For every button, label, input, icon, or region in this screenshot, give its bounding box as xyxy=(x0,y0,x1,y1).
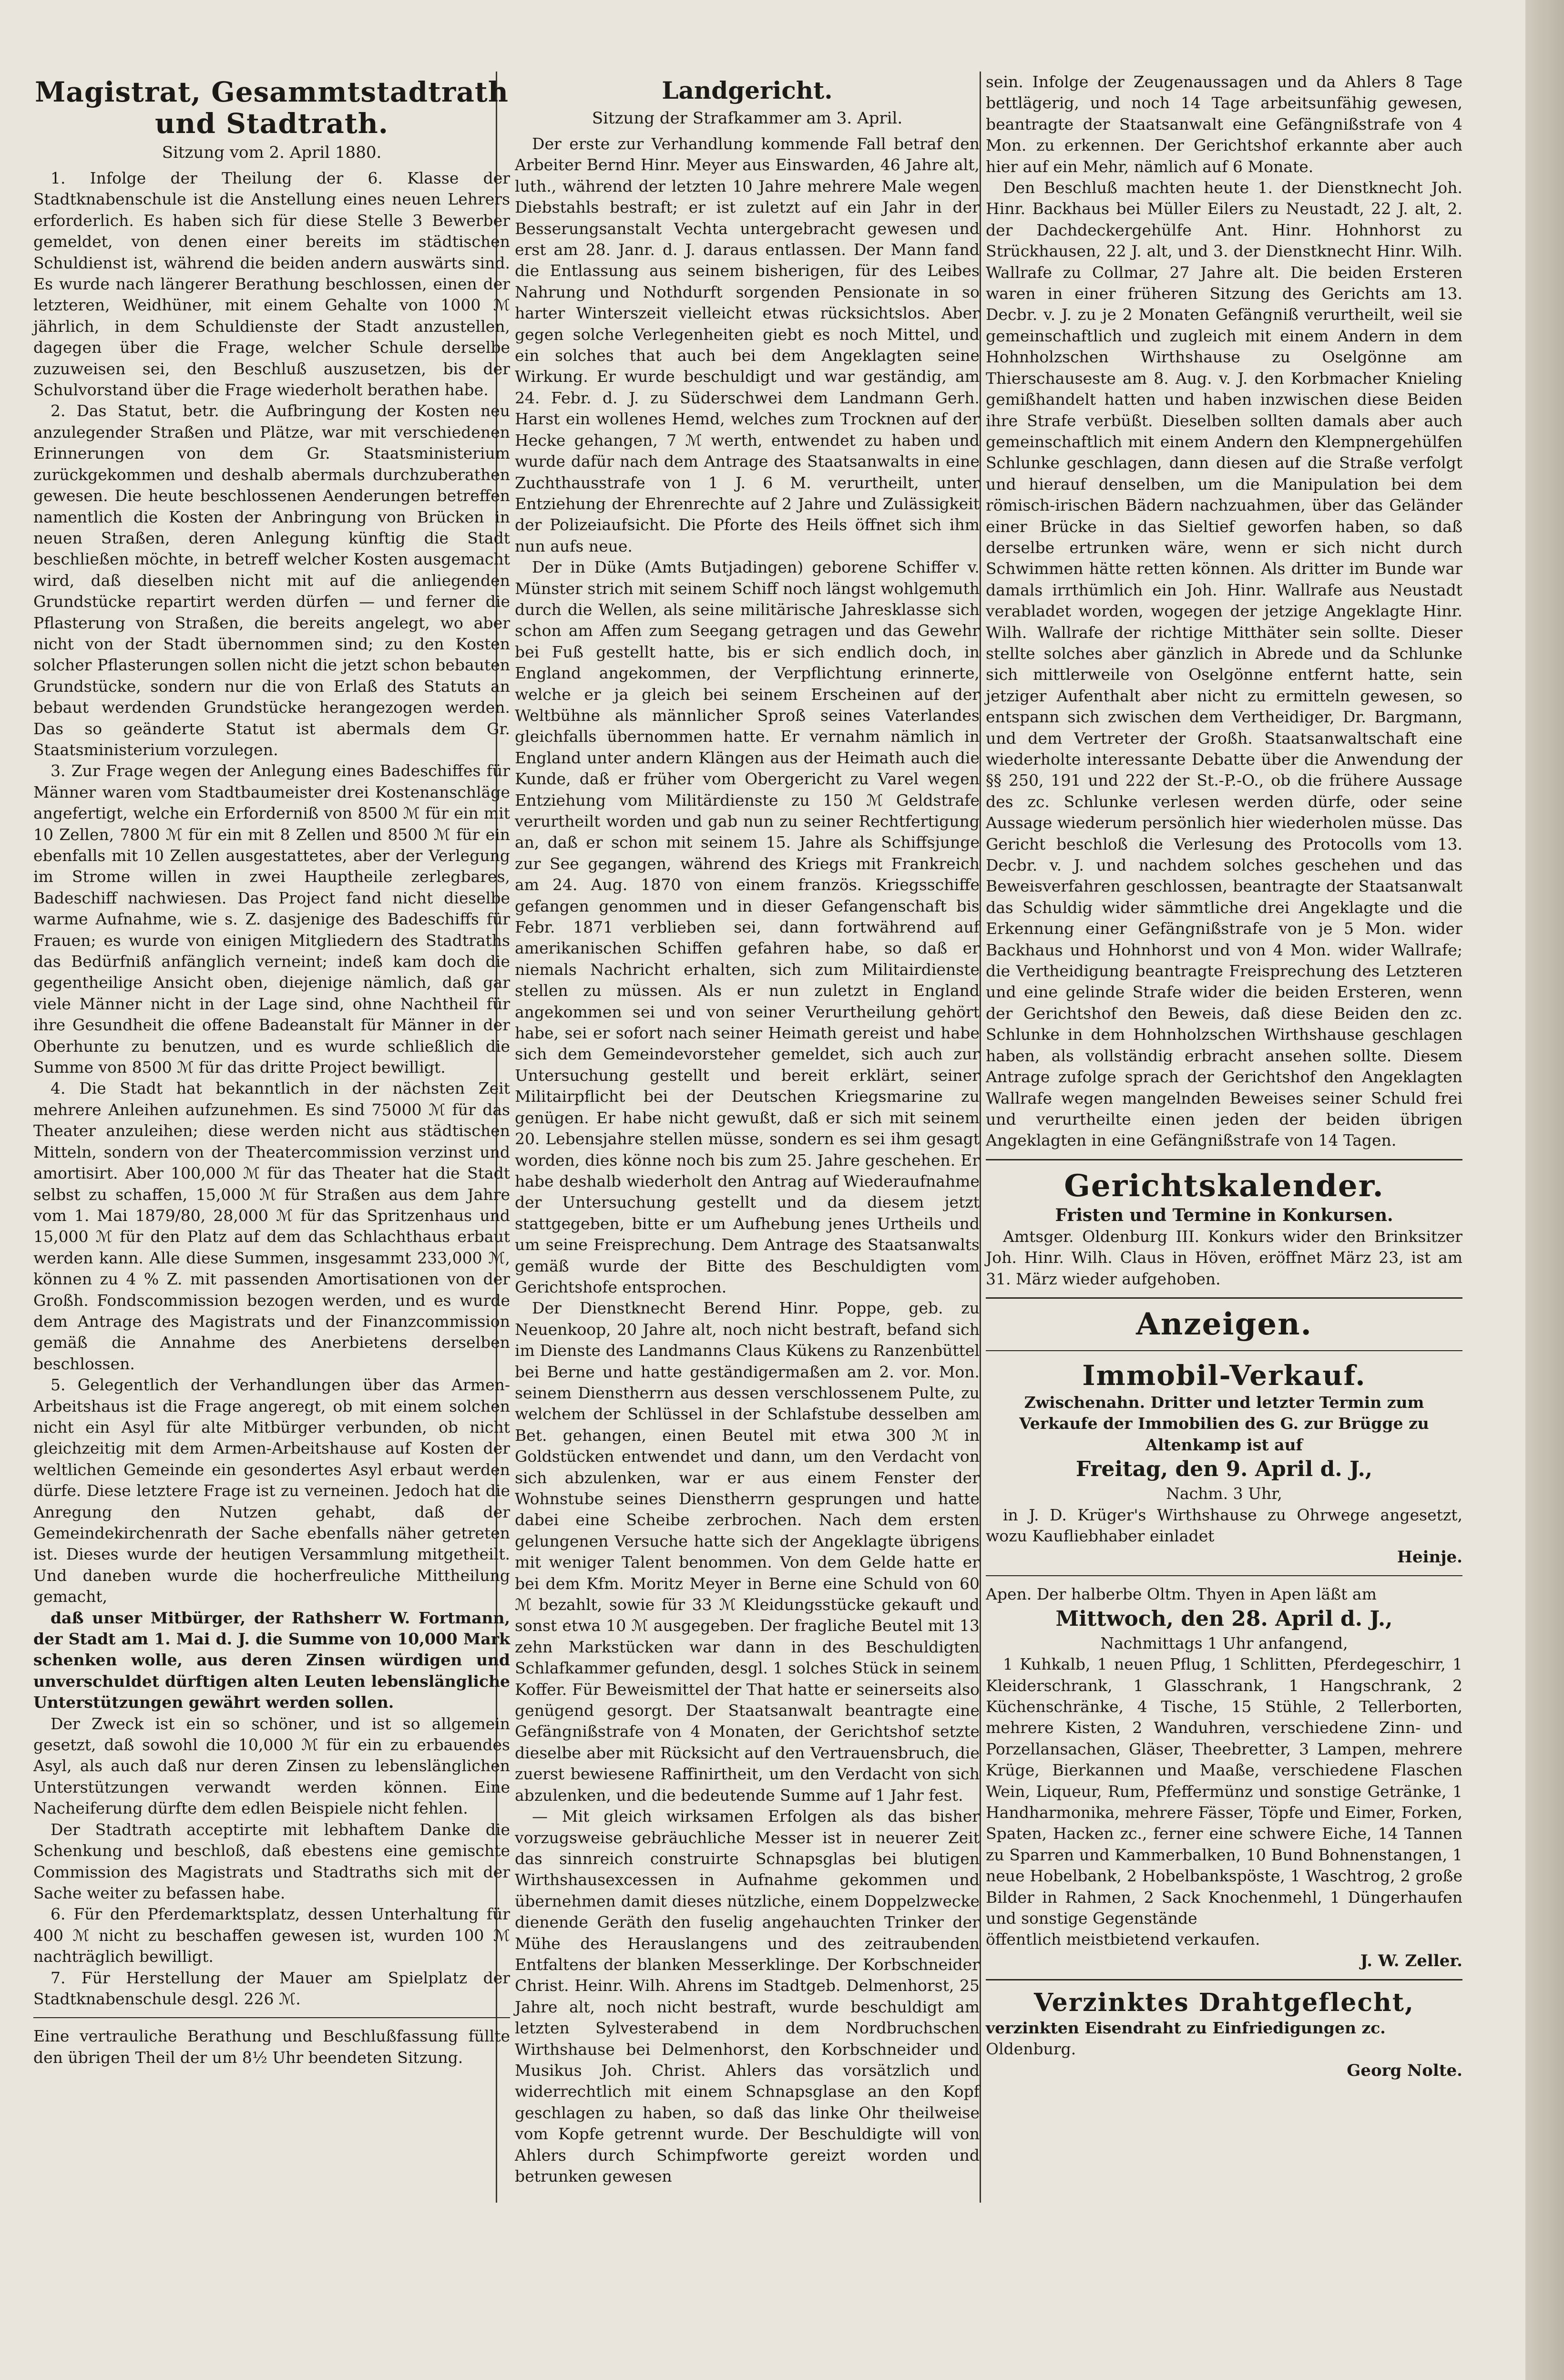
paragraph: Den Beschluß machten heute 1. der Dienstknecht Joh. Hinr. Backhaus bei Müller Eilers zu Neustadt, 22 J. alt, 2. der Dachdeckergehülfe Ant. Hinr. Hohnhorst zu Strückhausen, 22 J. alt, und 3. der Dienstknecht Hinr. Wilh. Wallrafe zu Collmar, 27 Jahre alt. Die beiden Ersteren waren in einer früheren Sitzung des Gerichts am 13. Decbr. v. J. zu je 2 Monaten Gefängniß verurtheilt, weil sie gemeinschaftlich und zugleich mit einem Andern in dem Hohnholzschen Wirthshause zu Oselgönne am Thierschauseste am 8. Aug. v. J. den Korbmacher Knieling gemißhandelt hatten und haben inzwischen diese Beiden ihre Strafe verbüßt. Dieselben sollten damals aber auch gemeinschaftlich mit einem Andern den Klempnergehülfen Schlunke geschlagen, dann diesen auf die Straße verfolgt und hierauf denselben, um die Manipulation bei dem römisch-irischen Bädern nachzuahmen, über das Geländer einer Brücke in das Sieltief geworfen haben, so daß derselbe ertrunken wäre, wenn er sich nicht durch Schwimmen hätte retten können. Als dritter im Bunde war damals irrthümlich ein Joh. Hinr. Wallrafe aus Neustadt verabladet worden, wogegen der jetzige Angeklagte Hinr. Wilh. Wallrafe der richtige Mitthäter sein sollte. Dieser stellte solches aber gänzlich in Abrede und da Schlunke sich mittlerweile von Oselgönne entfernt hatte, sein jetziger Aufenthalt aber nicht zu ermitteln gewesen, so entspann sich zwischen dem Vertheidiger, Dr. Bargmann, und dem Vertreter der Großh. Staatsanwaltschaft eine wiederholte interessante Debatte über die Anwendung der §§ 250, 191 und 222 der St.-P.-O., ob die frühere Aussage des zc. Schlunke verlesen werden dürfe, oder seine Aussage wiederum persönlich hier wiederholen müsse. Das Gericht beschloß die Verlesung des Protocolls vom 13. Decbr. v. J. und nachdem solches geschehen und das Beweisverfahren geschlossen, beantragte der Staatsanwalt das Schuldig wider sämmtliche drei Angeklagte und die Erkennung einer Gefängnißstrafe von je 5 Mon. wider Backhaus und Hohnhorst und von 4 Mon. wider Wallrafe; die Vertheidigung beantragte Freisprechung des Letzteren und eine gelinde Strafe wider die beiden Ersteren, wenn der Gerichtshof den Beweis, daß diese Beiden den zc. Schlunke in dem Hohnholzschen Wirthshause geschlagen haben, als vollständig erbracht ansehen sollte. Diesem Antrage zufolge sprach der Gerichtshof den Angeklagten Wallrafe wegen mangelnden Beweises seiner Schuld frei und verurtheilte einen jeden der beiden übrigen Angeklagten in eine Gefängnißstrafe von 14 Tagen. xyxy=(986,178,1462,1150)
ad-text: 1 Kuhkalb, 1 neuen Pflug, 1 Schlitten, Pferdegeschirr, 1 Kleiderschrank, 1 Glasschrank, 1 Hangschrank, 2 Küchenschränke, 4 Tische, 15 Stühle, 2 Tellerborten, mehrere Kisten, 2 Wanduhren, verschiedene Zinn- und Porzellansachen, Gläser, Theebretter, 3 Lampen, mehrere Krüge, Bierkannen und Maaße, verschiedene Flaschen Wein, Liqueur, Rum, Pfeffermünz und sonstige Getränke, 1 Handharmonika, mehrere Fässer, Töpfe und Eimer, Forken, Spaten, Hacken zc., ferner eine schwere Eiche, 14 Tannen zu Sparren und Kammerbalken, 10 Bund Bohnenstangen, 1 neue Hobelbank, 2 Hobelbankspöste, 1 Waschtrog, 2 große Bilder in Rahmen, 2 Sack Knochenmehl, 1 Düngerhaufen und sonstige Gegenstände xyxy=(986,1655,1462,1928)
paragraph: sein. Infolge der Zeugenaussagen und da Ahlers 8 Tage bettlägerig, und noch 14 Tage arbeitsunfähig gewesen, beantragte der Staatsanwalt eine Gefängnißstrafe von 4 Mon. zu erkennen. Der Gerichtshof erkannte aber auch hier auf ein Mehr, nämlich auf 6 Monate. xyxy=(986,72,1462,176)
page-edge xyxy=(1525,0,1564,2380)
column-rule xyxy=(980,72,981,2203)
ad-signature: Georg Nolte. xyxy=(1347,2061,1462,2080)
divider xyxy=(986,1159,1462,1160)
donation-paragraph: daß unser Mitbürger, der Rathsherr W. Fortmann, der Stadt am 1. Mai d. J. die Summe von 10,000 Mark schenken wolle, aus deren Zinsen würdigen und unverschuldet dürftigen alten Leuten lebenslängliche Unterstützungen gewährt werden sollen. xyxy=(33,1608,510,1712)
ad-place: Oldenburg. xyxy=(986,2040,1076,2059)
ad-signature: J. W. Zeller. xyxy=(1360,1951,1462,1970)
ad-text: in J. D. Krüger's Wirthshause zu Ohrwege angesetzt, wozu Kaufliebhaber einladet xyxy=(986,1505,1462,1545)
divider xyxy=(986,1979,1462,1980)
closing-note: Eine vertrauliche Berathung und Beschlußfassung füllte den übrigen Theil der um 8½ Uhr beendeten Sitzung. xyxy=(33,2027,510,2067)
ad-drahtgeflecht xyxy=(986,1988,1462,2081)
section-title-anzeigen: Anzeigen. xyxy=(1136,1306,1312,1342)
gerichtskalender-subtitle: Fristen und Termine in Konkursen. xyxy=(1055,1205,1393,1225)
gerichtskalender-entry: Amtsger. Oldenburg III. Konkurs wider den Brinksitzer Joh. Hinr. Wilh. Claus in Höven, eröffnet März 23, ist am 31. März wieder aufgehoben. xyxy=(986,1227,1462,1288)
paragraph: Der erste zur Verhandlung kommende Fall betraf den Arbeiter Bernd Hinr. Meyer aus Einswarden, 46 Jahre alt, luth., während der letzten 10 Jahre mehrere Male wegen Diebstahls bestraft; er ist zuletzt auf ein Jahr in der Besserungsanstalt Vechta untergebracht gewesen und erst am 28. Janr. d. J. daraus entlassen. Der Mann fand die Entlassung aus seinem bisherigen, für des Leibes Nahrung und Nothdurft sorgenden Pensionate in so harter Winterszeit vielleicht etwas rücksichtslos. Aber gegen solche Verlegenheiten giebt es noch Mittel, und ein solches that auch bei dem Angeklagten seine Wirkung. Er wurde beschuldigt und war geständig, am 24. Febr. d. J. zu Süderschwei dem Landmann Gerh. Harst ein wollenes Hemd, welches zum Trocknen auf der Hecke gehangen, 7 ℳ werth, entwendet zu haben und wurde dafür nach dem Antrage des Staatsanwalts in eine Zuchthausstrafe von 1 J. 6 M. verurtheilt, unter Entziehung der Ehrenrechte auf 2 Jahre und Zulässigkeit der Polizeiaufsicht. Die Pforte des Heils öffnet sich ihm nun aufs neue. xyxy=(515,134,980,555)
ad-title: Verzinktes Drahtgeflecht, xyxy=(1034,1988,1414,2017)
ad-text: verzinkten Eisendraht zu Einfriedigungen zc. xyxy=(986,2018,1386,2037)
section-title-magistrat: Magistrat, Gesammtstadtrath und Stadtrath. xyxy=(35,76,509,140)
ad-date: Mittwoch, den 28. April d. J., xyxy=(1055,1606,1393,1631)
paragraph: — Mit gleich wirksamen Erfolgen als das bisher vorzugsweise gebräuchliche Messer ist in neuerer Zeit das sinnreich construirte Schnapsglas bei blutigen Wirthshausexcessen in Aufnahme gekommen und übernehmen damit dieses nützliche, einem Doppelzwecke dienende Geräth den fuselig angehauchten Trinker der Mühe des Herauslangens und des zeitraubenden Entfaltens der blanken Messerklinge. Der Korbschneider Christ. Heinr. Wilh. Ahrens im Stadtgeb. Delmenhorst, 25 Jahre alt, noch nicht bestraft, wurde beschuldigt am letzten Sylvesterabend in dem Nordbruchschen Wirthshause bei Delmenhorst, den Korbschneider und Musikus Joh. Christ. Ahlers das vorsätzlich und widerrechtlich mit einem Schnapsglase an den Kopf geschlagen zu haben, so daß das linke Ohr theilweise vom Kopfe getrennt wurde. Der Beschuldigte will von Ahlers durch Schimpfworte gereizt worden und betrunken gewesen xyxy=(515,1807,980,2185)
column-right xyxy=(986,72,1462,2081)
paragraph: Der in Düke (Amts Butjadingen) geborene Schiffer v. Münster strich mit seinem Schiff noch längst wohlgemuth durch die Wellen, als seine militärische Jahresklasse sich schon am Affen zum Seegang getragen und das Gewehr bei Fuß gestellt hatte, bis er sich endlich doch, in England angekommen, der Verpflichtung erinnerte, welche er ja gleich bei seinem Erscheinen auf der Weltbühne als männlicher Sproß seines Vaterlandes gleichfalls übernommen hatte. Er vernahm nämlich in England unter andern Klängen aus der Heimath auch die Kunde, daß er früher vom Obergericht zu Varel wegen Entziehung vom Militärdienste zu 150 ℳ Geldstrafe verurtheilt worden und gab nun zu seiner Rechtfertigung an, daß er schon mit seinem 15. Jahre als Schiffsjunge zur See gegangen, während des Kriegs mit Frankreich am 24. Aug. 1870 von einem französ. Kriegsschiffe gefangen genommen und in dieser Gefangenschaft bis Febr. 1871 verblieben sei, dann fortwährend auf amerikanischen Schiffen gefahren habe, so daß er niemals Nachricht erhalten, sich zum Militairdienste stellen zu müssen. Als er nun zuletzt in England angekommen sei und von seiner Verurtheilung gehört habe, sei er sofort nach seiner Heimath gereist und habe sich dem Gemeindevorsteher gemeldet, sich auch zur Untersuchung gestellt und bereit erklärt, seiner Militairpflicht bei der Deutschen Kriegsmarine zu genügen. Er habe nicht gewußt, daß er sich mit seinem 20. Lebensjahre stellen müsse, sondern es sei ihm gesagt worden, dies könne noch bis zum 25. Jahre geschehen. Er habe deshalb wiederholt den Antrag auf Wiederaufnahme der Untersuchung gestellt und da diesem jetzt stattgegeben, bitte er um Aufhebung jenes Urtheils und um seine Freisprechung. Dem Antrage des Staatsanwalts gemäß wurde der Bitte des Beschuldigten vom Gerichtshofe entsprochen. xyxy=(515,558,980,1296)
paragraph: 6. Für den Pferdemarktsplatz, dessen Unterhaltung für 400 ℳ nicht zu beschaffen gewesen ist, wurden 100 ℳ nachträglich bewilligt. xyxy=(33,1905,510,1966)
paragraph: 3. Zur Frage wegen der Anlegung eines Badeschiffes für Männer waren vom Stadtbaumeister drei Kostenanschläge angefertigt, welche ein Erforderniß von 8500 ℳ für ein mit 10 Zellen, 7800 ℳ für ein mit 8 Zellen und 8500 ℳ für ein ebenfalls mit 10 Zellen ausgestattetes, aber der Verlegung im Strome willen in zwei Hauptheile zerlegbares, Badeschiff nachwiesen. Das Project fand nicht dieselbe warme Aufnahme, wie s. Z. dasjenige des Badeschiffs für Frauen; es wurde von einigen Mitgliedern des Stadtraths das Bedürfniß anfänglich verneint; indeß kam doch die gegentheilige Ansicht oben, diejenige nämlich, daß gar viele Männer nicht in der Lage sind, ohne Nachtheil für ihre Gesundheit die offene Badeanstalt für Männer in der Oberhunte zu benutzen, und es wurde schließlich die Summe von 8500 ℳ für das dritte Project bewilligt. xyxy=(33,761,510,1077)
divider xyxy=(986,1350,1462,1351)
divider xyxy=(986,1297,1462,1299)
ad-time: Nachmittags 1 Uhr anfangend, xyxy=(1100,1633,1348,1652)
column-magistrat xyxy=(33,76,510,2068)
section-title-gerichtskalender: Gerichtskalender. xyxy=(1064,1168,1384,1204)
ad-auction xyxy=(986,1584,1462,1971)
section-title-landgericht: Landgericht. xyxy=(662,76,833,104)
paragraph: Der Dienstknecht Berend Hinr. Poppe, geb. zu Neuenkoop, 20 Jahre alt, noch nicht bestraft, befand sich im Dienste des Landmanns Claus Kükens zu Ranzenbüttel bei Berne und hatte geständigermaßen am 2. vor. Mon. seinem Dienstherrn aus dessen verschlossenem Pulte, zu welchem der Schlüssel in der Schlafstube desselben am Bet. gehangen, einen Beutel mit etwa 300 ℳ in Goldstücken entwendet und dann, um den Verdacht von sich abzulenken, war er aus einem Fenster der Wohnstube seines Dienstherrn gesprungen und hatte dabei eine Scheibe zerbrochen. Nach dem ersten gelungenen Versuche hatte sich der Angeklagte übrigens mit weniger Talent benommen. Von dem Gelde hatte er bei dem Kfm. Moritz Meyer in Berne eine Schuld von 60 ℳ bezahlt, sowie für 33 ℳ Kleidungsstücke gekauft und sonst etwa 10 ℳ ausgegeben. Der fragliche Beutel mit 13 zehn Markstücken war dann in des Beschuldigten Schlafkammer gefunden, desgl. 1 solches Stück in seinem Koffer. Für Beweismittel der That hatte er seinerseits also genügend gesorgt. Der Staatsanwalt beantragte eine Gefängnißstrafe von 4 Monaten, der Gerichtshof setzte dieselbe aber mit Rücksicht auf den Vertrauensbruch, die zuerst bewiesene Raffinirtheit, um den Verdacht von sich abzulenken, und die bedeutende Summe auf 1 Jahr fest. xyxy=(515,1299,980,1805)
column-landgericht xyxy=(515,76,980,2187)
divider xyxy=(33,2017,510,2018)
ad-signature: Heinje. xyxy=(1397,1548,1462,1567)
ad-lead: Apen. Der halberbe Oltm. Thyen in Apen läßt am xyxy=(986,1585,1377,1604)
session-date: Sitzung der Strafkammer am 3. April. xyxy=(592,109,903,128)
paragraph: Der Zweck ist ein so schöner, und ist so allgemein gesetzt, daß sowohl die 10,000 ℳ für ein zu erbauendes Asyl, als auch daß nur deren Zinsen zu lebenslänglichen Unterstützungen verwandt werden können. Eine Nacheiferung dürfte dem edlen Beispiele nicht fehlen. xyxy=(33,1714,510,1818)
ad-immobil xyxy=(986,1359,1462,1568)
paragraph: Der Stadtrath acceptirte mit lebhaftem Danke die Schenkung und beschloß, daß ebestens eine gemischte Commission des Magistrats und Stadtraths sich mit der Sache weiter zu befassen habe. xyxy=(33,1820,510,1902)
paragraph: 4. Die Stadt hat bekanntlich in der nächsten Zeit mehrere Anleihen aufzunehmen. Es sind 75000 ℳ für das Theater anzuleihen; diese werden nicht aus städtischen Mitteln, sondern von der Theatercommission verzinst und amortisirt. Aber 100,000 ℳ für das Theater hat die Stadt selbst zu schaffen, 15,000 ℳ für Straßen aus dem Jahre vom 1. Mai 1879/80, 28,000 ℳ für das Spritzenhaus und 15,000 ℳ für den Platz auf dem das Schlachthaus erbaut werden kann. Alle diese Summen, insgesammt 233,000 ℳ, können zu 4 % Z. mit passenden Amortisationen von der Großh. Fondscommission bezogen werden, und es wurde dem Antrage des Magistrats und der Finanzcommission gemäß die Annahme des Anerbietens derselben beschlossen. xyxy=(33,1079,510,1373)
ad-title: Immobil-Verkauf. xyxy=(1082,1359,1366,1392)
paragraph: 1. Infolge der Theilung der 6. Klasse der Stadtknabenschule ist die Anstellung eines neuen Lehrers erforderlich. Es haben sich für diese Stelle 3 Bewerber gemeldet, von denen einer bereits im städtischen Schuldienst ist, während die beiden andern auswärts sind. Es wurde nach längerer Berathung beschlossen, einen der letzteren, Weidhüner, mit einem Gehalte von 1000 ℳ jährlich, in dem Schuldienste der Stadt anzustellen, dagegen über die Frage, welcher Schule derselbe zuzuweisen sei, den Beschluß auszusetzen, bis der Schulvorstand über die Frage wiederholt berathen habe. xyxy=(33,169,510,400)
paragraph: 2. Das Statut, betr. die Aufbringung der Kosten neu anzulegender Straßen und Plätze, war mit verschiedenen Erinnerungen von dem Gr. Staatsministerium zurückgekommen und deshalb abermals durchzuberathen gewesen. Die heute beschlossenen Aenderungen betreffen namentlich die Kosten der Anbringung von Brücken in neuen Straßen, deren Anlegung künftig die Stadt beschließen möchte, in betreff welcher Kosten ausgemacht wird, daß dieselben nicht mit auf die anliegenden Grundstücke repartirt werden dürfen — und ferner die Pflasterung von Straßen, die bereits angelegt, wo aber nicht von der Stadt übernommen sind; zu den Kosten solcher Pflasterungen sollen nicht die jetzt schon bebauten Grundstücke, sondern nur die von Erlaß des Statuts an bebaut werdenden Grundstücke herangezogen werden. Das so geänderte Statut ist abermals dem Gr. Staatsministerium vorzulegen. xyxy=(33,401,510,759)
ad-lead: Zwischenahn. Dritter und letzter Termin zum Verkaufe der Immobilien des G. zur Brügge zu Altenkamp ist auf xyxy=(1019,1393,1429,1454)
divider xyxy=(986,1575,1462,1576)
session-date: Sitzung vom 2. April 1880. xyxy=(162,143,382,162)
ad-time: Nachm. 3 Uhr, xyxy=(1166,1484,1282,1503)
paragraph: 7. Für Herstellung der Mauer am Spielplatz der Stadtknabenschule desgl. 226 ℳ. xyxy=(33,1968,510,2008)
ad-date: Freitag, den 9. April d. J., xyxy=(1075,1457,1373,1482)
ad-end: öffentlich meistbietend verkaufen. xyxy=(986,1930,1260,1949)
paragraph: 5. Gelegentlich der Verhandlungen über das Armen-Arbeitshaus ist die Frage angeregt, ob mit einem solchen nicht ein Asyl für alte Mitbürger verbunden, ob nicht gleichzeitig mit dem Armen-Arbeitshause auf Kosten der weltlichen Gemeinde ein gesondertes Asyl erbaut werden dürfe. Diese letztere Frage ist zu verneinen. Jedoch hat die Anregung den Nutzen gehabt, daß der Gemeindekirchenrath der Sache ebenfalls näher getreten ist. Dieses wurde der heutigen Versammlung mitgetheilt. Und daneben wurde die hocherfreuliche Mittheilung gemacht, xyxy=(33,1375,510,1606)
